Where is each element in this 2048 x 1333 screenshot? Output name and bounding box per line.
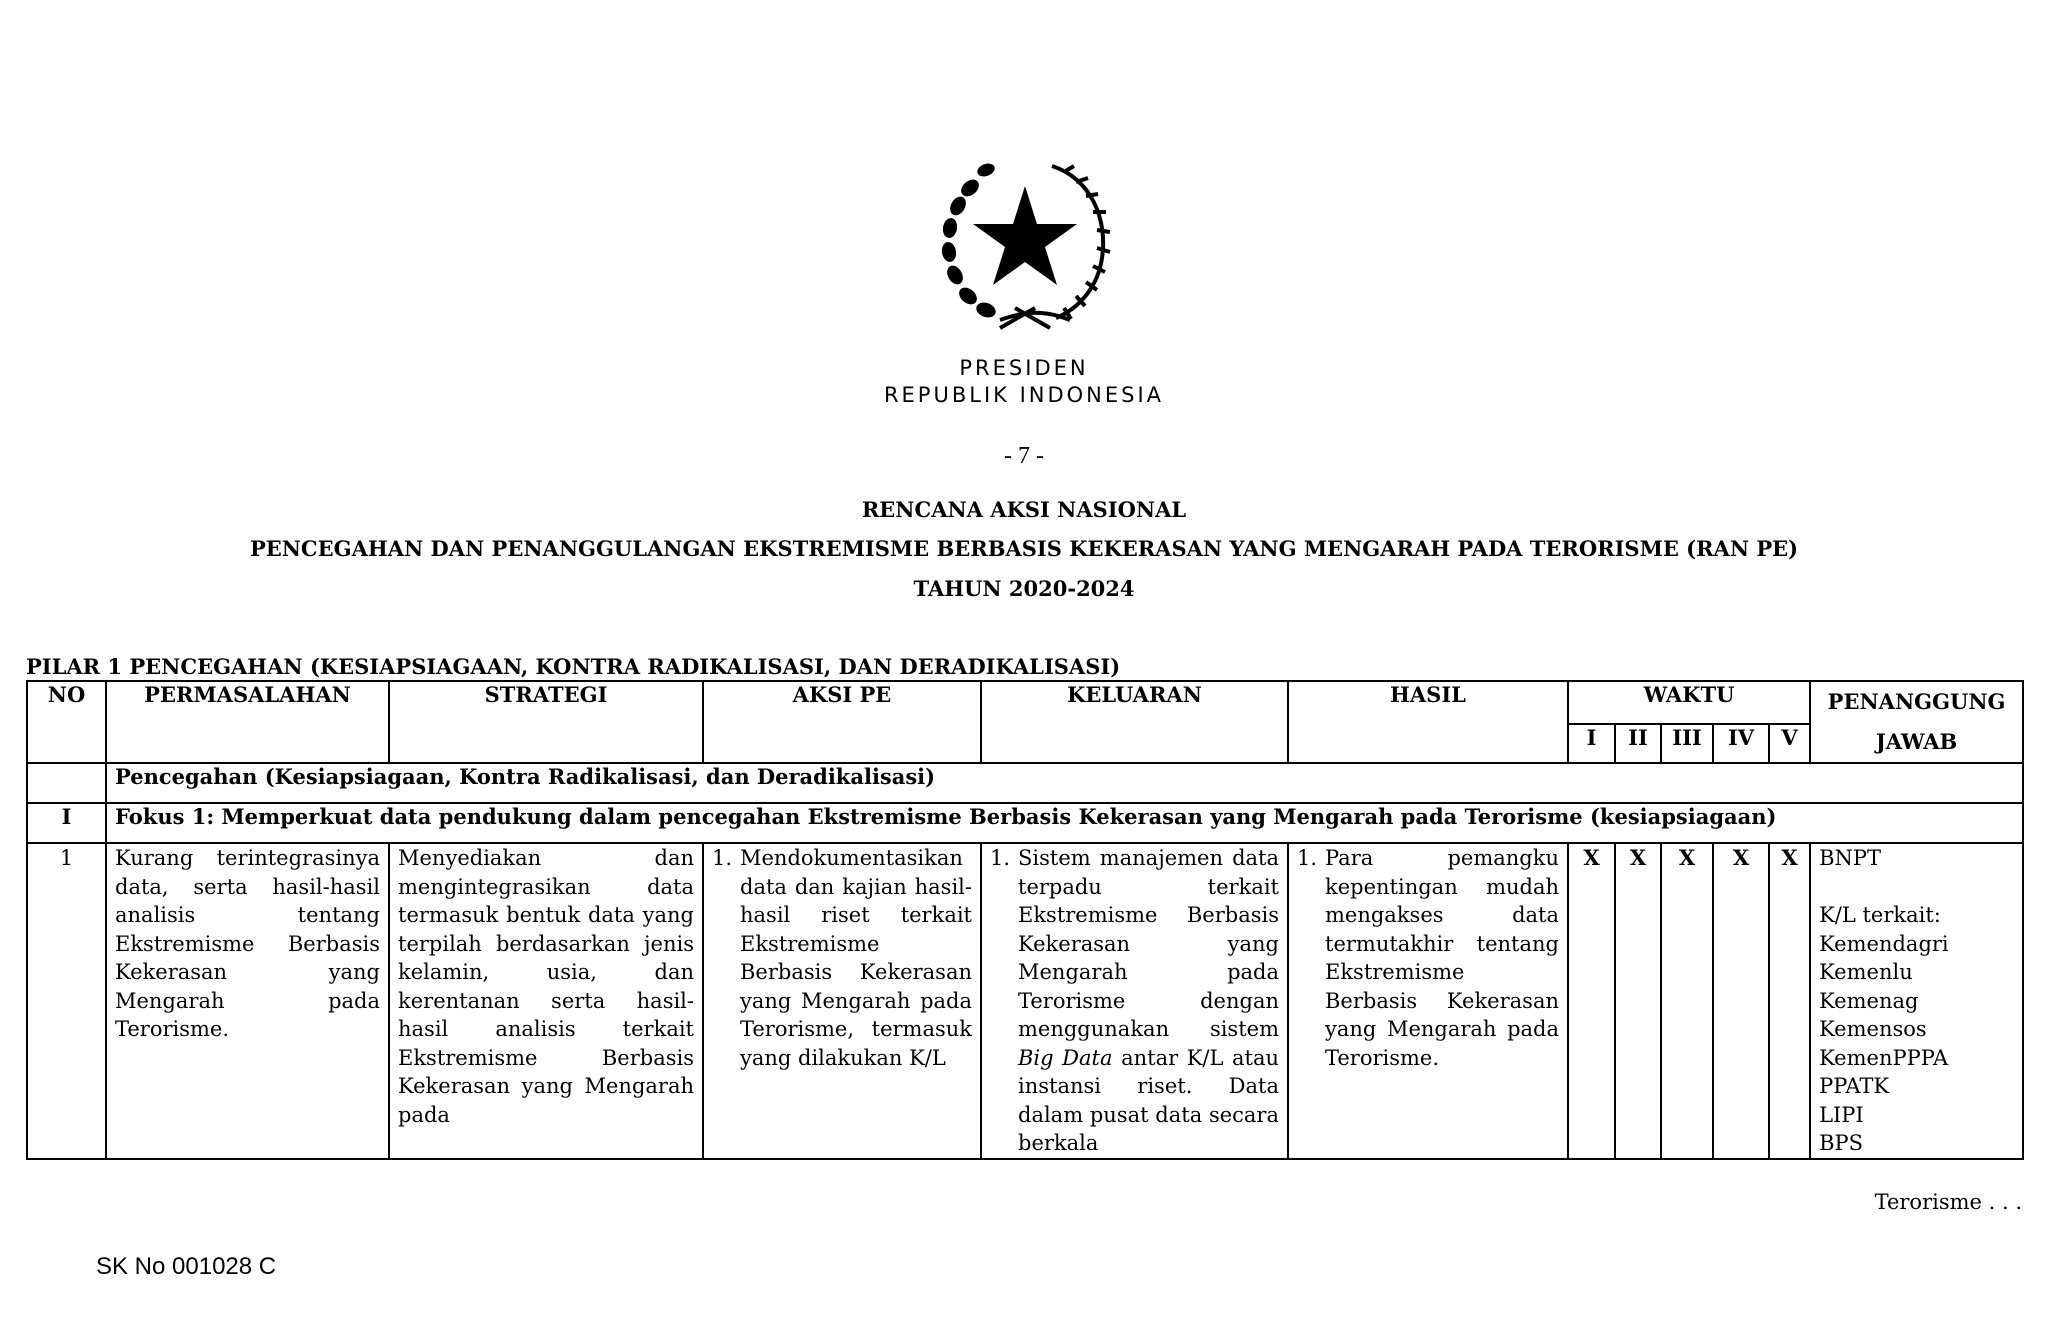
- action-plan-table: [26, 680, 2024, 1160]
- header-permasalahan: PERMASALAHAN: [106, 681, 389, 763]
- header-waktu-4: IV: [1713, 724, 1769, 763]
- section-no-cell: [27, 763, 106, 803]
- fokus-row: [27, 803, 2023, 843]
- header-waktu-1: I: [1568, 724, 1615, 763]
- waktu-mark-2: X: [1615, 843, 1661, 1159]
- header-no: NO: [27, 681, 106, 763]
- garuda-emblem-icon: [930, 148, 1120, 338]
- header-keluaran: KELUARAN: [981, 681, 1288, 763]
- keluaran-text-italic: Big Data: [1018, 1045, 1113, 1070]
- keluaran-text-end: antar K/L atau instansi riset. Data dalam pusat data secara berkala: [1018, 1045, 1279, 1155]
- header-waktu-2: II: [1615, 724, 1661, 763]
- waktu-mark-4: X: [1713, 843, 1769, 1159]
- waktu-mark-1: X: [1568, 843, 1615, 1159]
- table-row: [27, 843, 2023, 1159]
- table-header-row: [27, 681, 2023, 724]
- section-row: [27, 763, 2023, 803]
- page-number: - 7 -: [1004, 443, 1044, 469]
- penanggung-sub: K/L terkait:: [1819, 903, 1941, 927]
- fokus-title: Fokus 1: Memperkuat data pendukung dalam pencegahan Ekstremisme Berbasis Kekerasan yang Mengarah pada Terorisme (kesiapsiagaan): [106, 803, 2023, 843]
- row-no: 1: [27, 843, 106, 1159]
- row-keluaran: [981, 843, 1288, 1159]
- org-name-republic: REPUBLIK INDONESIA: [883, 383, 1165, 407]
- penanggung-item: LIPI: [1819, 1102, 1864, 1127]
- penanggung-item: Kemenlu: [1819, 960, 1913, 984]
- keluaran-text: [1018, 844, 1279, 1158]
- header-waktu: WAKTU: [1568, 681, 1810, 724]
- keluaran-number: 1.: [990, 846, 1011, 870]
- keluaran-text-start: Sistem manajemen data terpadu terkait Ekstremisme Berbasis Kekerasan yang Mengarah pada Terorisme dengan menggunakan sistem: [1018, 846, 1279, 1041]
- row-hasil: [1288, 843, 1568, 1159]
- fokus-no: I: [27, 803, 106, 843]
- penanggung-item: Kemenag: [1819, 988, 1919, 1013]
- aksi-number: 1.: [712, 846, 733, 870]
- header-aksi: AKSI PE: [703, 681, 981, 763]
- header-waktu-3: III: [1661, 724, 1713, 763]
- header-hasil: HASIL: [1288, 681, 1568, 763]
- header-penanggung: PENANGGUNG: [1827, 689, 2006, 714]
- penanggung-item: BPS: [1819, 1131, 1864, 1155]
- header-jawab: JAWAB: [1875, 729, 1958, 754]
- aksi-text: Mendokumentasikan data dan kajian hasil-hasil riset terkait Ekstremisme Berbasis Kekerasan yang Mengarah pada Terorisme, termasuk yang dilakukan K/L: [740, 846, 972, 1070]
- penanggung-item: Kemendagri: [1819, 931, 1949, 956]
- header-strategi: STRATEGI: [389, 681, 703, 763]
- footer-code: SK No 001028 C: [96, 1253, 277, 1280]
- continuation-text: Terorisme . . .: [1874, 1190, 2022, 1214]
- penanggung-lead: BNPT: [1819, 846, 1882, 870]
- doc-title: RENCANA AKSI NASIONAL: [861, 497, 1187, 522]
- org-name-president: PRESIDEN: [959, 356, 1089, 380]
- hasil-text: Para pemangku kepentingan mudah mengakses data termutakhir tentang Ekstremisme Berbasis Kekerasan yang Mengarah pada Terorisme.: [1325, 846, 1559, 1070]
- penanggung-item: PPATK: [1819, 1074, 1890, 1098]
- section-title: Pencegahan (Kesiapsiagaan, Kontra Radikalisasi, dan Deradikalisasi): [106, 763, 2023, 803]
- row-aksi: [703, 843, 981, 1159]
- hasil-number: 1.: [1297, 846, 1318, 870]
- row-permasalahan: Kurang terintegrasinya data, serta hasil-hasil analisis tentang Ekstremisme Berbasis Kekerasan yang Mengarah pada Terorisme.: [106, 843, 389, 1159]
- doc-period: TAHUN 2020-2024: [913, 576, 1135, 601]
- waktu-mark-5: X: [1769, 843, 1810, 1159]
- header-waktu-5: V: [1769, 724, 1810, 763]
- row-strategi: Menyediakan dan mengintegrasikan data termasuk bentuk data yang terpilah berdasarkan jenis kelamin, usia, dan kerentanan serta hasil-hasil analisis terkait Ekstremisme Berbasis Kekerasan yang Mengarah pada: [389, 843, 703, 1159]
- pilar-heading: PILAR 1 PENCEGAHAN (KESIAPSIAGAAN, KONTRA RADIKALISASI, DAN DERADIKALISASI): [26, 654, 1121, 679]
- penanggung-item: Kemensos: [1819, 1017, 1927, 1041]
- row-penanggung-jawab: [1810, 843, 2023, 1159]
- doc-subtitle: PENCEGAHAN DAN PENANGGULANGAN EKSTREMISME BERBASIS KEKERASAN YANG MENGARAH PADA TERORISME (RAN PE): [249, 536, 1799, 561]
- penanggung-item: KemenPPPA: [1819, 1045, 1949, 1070]
- waktu-mark-3: X: [1661, 843, 1713, 1159]
- penanggung-spacer: [1819, 873, 2014, 902]
- header-penanggung-jawab: [1810, 681, 2023, 763]
